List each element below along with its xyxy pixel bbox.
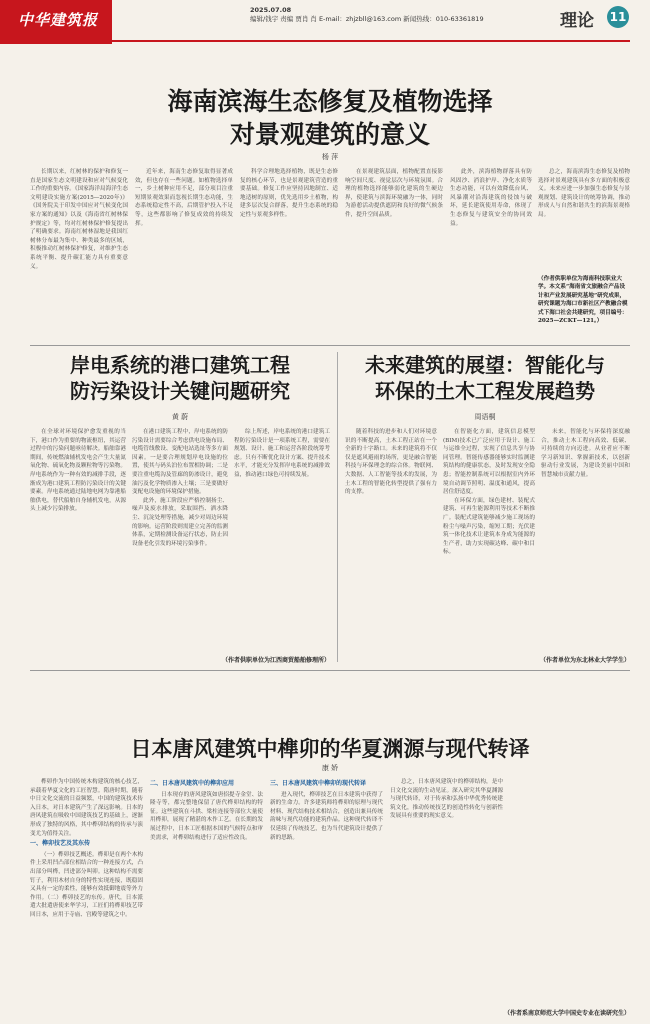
article1-paragraph: 近年来，海南生态修复取得显著成效，但也存在一些问题。如植物选择单一，乡土树种应用不足，部分项目注重短期景观效果而忽视长期生态功能，生态系统稳定性不高，后期管护投入不足等，这些都影响了修复成效的持续发挥。	[135, 169, 233, 227]
article2-paragraph: 综上所述，岸电系统的港口建筑工程防污染设计是一项系统工程，需要在规划、设计、施工和运营各阶段统筹考虑。只有不断优化设计方案、提升技术水平，才能充分发挥岸电系统的减排效益，推动港口绿色可持续发展。	[234, 429, 330, 478]
article2-title	[30, 352, 330, 404]
article1-col5	[450, 168, 532, 336]
article3-paragraph: 随着科技的进步和人们对环境意识的不断提高，土木工程正站在一个全新的十字路口。未来的建筑将不仅仅是遮风避雨的场所，更是融合智能科技与环保理念的综合体。物联网、大数据、人工智能等技术的发展，为土木工程的智能化转型提供了强有力的支撑。	[345, 429, 437, 496]
masthead-logo: 中华建筑报	[18, 11, 99, 29]
page-header	[0, 0, 650, 50]
article3-paragraph: 未来，智能化与环保将深度融合，推动土木工程向高效、低碳、可持续的方向迈进。从业者应不断学习新知识、掌握新技术，以创新驱动行业发展，为建设美丽中国和智慧城市贡献力量。	[541, 429, 630, 478]
column-divider	[337, 352, 338, 662]
article3-col2	[443, 428, 535, 646]
article4-paragraph: 进入现代，榫卯技艺在日本建筑中获得了新的生命力。许多建筑师将榫卯的原理与现代材料、现代结构技术相结合，创造出兼具传统韵味与现代功能的建筑作品。这种现代转译不仅延续了传统技艺，也为当代建筑设计提供了新的思路。	[270, 791, 383, 841]
article1-col3	[240, 168, 338, 336]
article3-paragraph: 在环保方面，绿色建材、装配式建筑、可再生能源利用等技术不断推广。装配式建筑能够减少施工现场的粉尘与噪声污染，缩短工期；光伏建筑一体化技术让建筑本身成为能源的生产者，助力实现碳达峰、碳中和目标。	[443, 497, 535, 556]
article1-paragraph: 总之，海南滨海生态修复及植物选择对景观建筑具有多方面的积极意义。未来应进一步加强生态修复与景观规划、建筑设计的统筹协调，推动形成人与自然和谐共生的滨海景观格局。	[538, 169, 630, 218]
article3-paragraph: 在智能化方面，建筑信息模型(BIM)技术已广泛应用于设计、施工与运维全过程，实现了信息共享与协同管理。智能传感器能够实时监测建筑结构的健康状态，及时发现安全隐患；智能控制系统可以根据室内外环境自动调节照明、温度和通风，提高居住舒适度。	[443, 429, 535, 496]
article1-title-line2: 对景观建筑的意义	[229, 120, 430, 149]
article1-col1	[30, 168, 128, 336]
article4-col3	[270, 778, 383, 1006]
article4-author: 康 娇	[321, 764, 339, 772]
section-name: 理论	[560, 11, 594, 31]
masthead-bar	[0, 0, 112, 44]
article3-affiliation: （作者单位为东北林业大学学生）	[539, 657, 630, 664]
article4-paragraph: （一）榫卯技艺概述。榫卯是在两个木构件上采用凹凸部位相结合的一种连接方式，凸出部分叫榫，凹进部分叫卯。这种结构不需要钉子，利用木材自身的特性实现连接，既稳固又具有一定的柔性，能够有效抵御地震等外力作用。（二）榫卯技艺的东传。唐代，日本派遣大批遣唐使来华学习，工匠们将榫卯技艺带回日本，应用于寺庙、宫殿等建筑之中。	[30, 851, 143, 918]
article2-col1	[30, 428, 126, 646]
article1-col4	[345, 168, 443, 336]
article2-paragraph: 此外，施工阶段应严格控制扬尘、噪声及废水排放，采取围挡、洒水降尘、沉淀处理等措施，减少对周边环境的影响。运营阶段则需建立完善的监测体系，定期检测设备运行状态，防止因设备老化引发的环境污染事件。	[132, 497, 228, 547]
article4-paragraph: 总之，日本唐风建筑中的榫卯结构，是中日文化交流的生动见证。深入研究其华夏渊源与现代转译，对于传承和弘扬中华优秀传统建筑文化，推动传统技艺的创造性转化与创新性发展具有重要的现实意义。	[390, 779, 503, 820]
article4-subhead: 二、日本唐风建筑中的榫卯应用	[150, 780, 235, 787]
article4-paragraph: 榫卯作为中国传统木构建筑的核心技艺，承载着华夏文化的工匠智慧。隋唐时期，随着中日文化交流的日益频繁，中国的建筑技术传入日本，对日本建筑产生了深远影响。日本的唐风建筑在吸收中国建筑技艺的基础上，逐渐形成了独特的风格，其中榫卯结构的传承与演变尤为值得关注。	[30, 779, 143, 837]
editor-info: 编辑/钱宇 责编 贾肖 肖 E-mail：zhjzbll@163.com 新闻热线：010-63361819	[250, 15, 484, 23]
article1-paragraph: 长期以来，红树林的保护和修复一直是国家生态文明建设和应对气候变化工作的重要内容。《国家海洋局海洋生态文明建设实施方案(2015—2020年)》《国务院关于印发中国应对气候变化国家方案的通知》以及《海南省红树林保护规定》等，均对红树林保护修复提出了明确要求。海南红树林湿地是我国红树林分布最为集中、种类最多的区域，积极推动红树林保护修复，对维护生态系统平衡、提升碳汇能力具有重要意义。	[30, 169, 128, 270]
article4-col1	[30, 778, 143, 1006]
article3-title	[340, 352, 630, 404]
article1-fund-note: （作者供职单位为海南科技职业大学。本文系“海南省文旅融合产品设计和产业发展研究基地”研究成果，研究课题为海口市新社区产教融合模式下海口社会共建研究，项目编号：2025—ZCKT—121。）	[538, 276, 628, 325]
article4-col4	[390, 778, 503, 1006]
header-divider	[30, 40, 630, 42]
article3-col1	[345, 428, 437, 646]
article4-subhead: 一、榫卯技艺及其东传	[30, 840, 91, 848]
article1-title-line1: 海南滨海生态修复及植物选择	[167, 87, 493, 116]
article2-title-line1: 岸电系统的港口建筑工程	[70, 353, 290, 377]
article4-title: 日本唐风建筑中榫卯的华夏渊源与现代转译	[130, 737, 530, 761]
article3-col3	[541, 428, 630, 646]
article1-paragraph: 科学合理地选择植物，既是生态修复的核心环节，也是景观建筑营造的重要基础。修复工作应坚持因地制宜、适地适树的原则，优先选用乡土植物，构建多层次复合群落，提升生态系统的稳定性与景观多样性。	[240, 169, 338, 218]
header-meta	[250, 6, 550, 24]
section-divider	[30, 670, 630, 671]
article3-title-line1: 未来建筑的展望：智能化与	[365, 353, 605, 377]
article2-author: 黄 蔚	[171, 413, 189, 421]
article4-col2	[150, 778, 263, 1006]
article4-affiliation: （作者系南京师范大学中国史专业在读研究生）	[503, 1010, 630, 1017]
article1-title	[30, 85, 630, 151]
article3-author: 周语桐	[474, 413, 496, 421]
article1-author: 杨 萍	[321, 153, 339, 161]
article1-paragraph: 此外，滨海植物群落具有防风固沙、消浪护岸、净化水质等生态功能，可以有效降低台风、风暴潮对沿海建筑的侵蚀与破坏，延长建筑使用寿命，体现了生态修复与建筑安全的协同效益。	[450, 169, 532, 227]
article3-title-line2: 环保的土木工程发展趋势	[375, 379, 595, 403]
article2-col2	[132, 428, 228, 646]
section-divider	[30, 345, 630, 346]
article2-paragraph: 在港口建筑工程中，岸电系统的防污染设计需要综合考虑供电设施布局、电缆管线敷设、变配电站选址等多方面因素。一是要合理规划岸电设施的位置，使其与码头泊位布置相协调；二是要注重电缆沟及管廊的防渗设计，避免油污及化学物质渗入土壤；三是要做好变配电设施的环境保护措施。	[132, 429, 228, 496]
article2-affiliation: （作者供职单位为江西商贸船舶修理所）	[221, 657, 330, 664]
page-number: 11	[607, 6, 629, 28]
article4-subhead: 三、日本唐风建筑中榫卯的现代转译	[270, 780, 367, 787]
article1-paragraph: 在景观建筑层面，植物配置直接影响空间尺度、视觉层次与环境氛围。合理的植物选择能够弱化建筑的生硬边界，使建筑与滨海环境融为一体，同时为游憩活动提供遮阴和良好的微气候条件，提升空间品质。	[345, 169, 443, 218]
article2-paragraph: 在全球对环境保护愈发重视的当下，港口作为重要的物流枢纽，其运营过程中的污染问题亟待解决。船舶靠港期间，传统燃油辅机发电会产生大量氮氧化物、硫氧化物及颗粒物等污染物。岸电系统作为一种有效的减排手段，逐渐成为港口建筑工程防污染设计的关键要素。岸电系统通过陆地电网为靠港船舶供电，替代船舶自身辅机发电，从源头上减少污染排放。	[30, 429, 126, 513]
article4-paragraph: 日本现存的唐风建筑如唐招提寺金堂、法隆寺等，都完整地保留了唐代榫卯结构的特征。这些建筑在斗拱、梁柱连接等部位大量使用榫卯，展现了精湛的木作工艺。在长期的发展过程中，日本工匠根据本国的气候特点和审美需求，对榫卯结构进行了适应性改良。	[150, 791, 263, 841]
article1-col2	[135, 168, 233, 336]
article2-col3	[234, 428, 330, 646]
article2-title-line2: 防污染设计关键问题研究	[70, 379, 290, 403]
issue-date: 2025.07.08	[250, 6, 292, 14]
article1-col6	[538, 168, 630, 273]
